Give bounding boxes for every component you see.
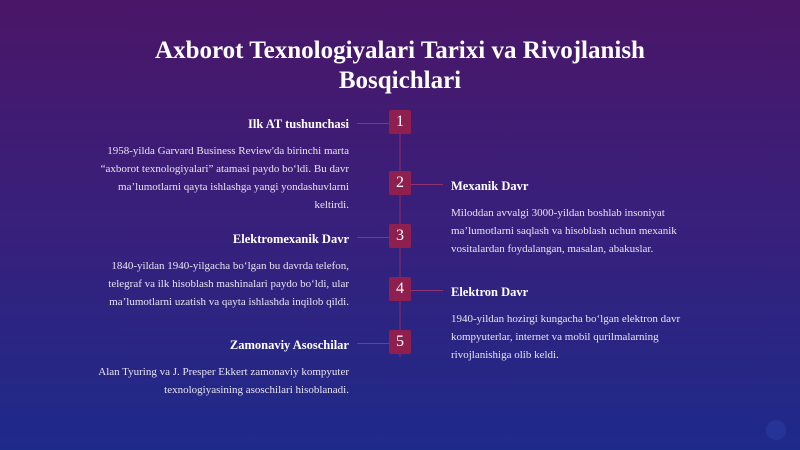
timeline-event-5 <box>89 337 349 399</box>
event-heading: Elektron Davr <box>451 285 529 299</box>
event-description: 1958-yilda Garvard Business Review'da birinchi marta “axborot texnologiyalari” atamasi paydo bo‘ldi. Bu davr ma’lumotlarni qayta ishlashga yangi yondashuvlarni keltirdi. <box>100 145 349 211</box>
event-heading: Ilk AT tushunchasi <box>248 117 349 131</box>
timeline-marker-3: 3 <box>389 224 411 248</box>
timeline-marker-4: 4 <box>389 277 411 301</box>
event-heading: Mexanik Davr <box>451 179 529 193</box>
event-description: 1840-yildan 1940-yilgacha bo‘lgan bu davrda telefon, telegraf va ilk hisoblash mashinalari paydo bo‘ldi, ular ma’lumotlarni uzatish va qayta ishlashda inqilob qildi. <box>108 260 349 308</box>
event-heading: Zamonaviy Asoschilar <box>229 338 349 352</box>
timeline-marker-5: 5 <box>389 330 411 354</box>
event-description: Alan Tyuring va J. Presper Ekkert zamonaviy kompyuter texnologiyasining asoschilari hisoblanadi. <box>98 366 349 396</box>
timeline-event-3 <box>89 231 349 311</box>
timeline-event-4 <box>451 284 711 364</box>
timeline-marker-1: 1 <box>389 110 411 134</box>
event-heading: Elektromexanik Davr <box>232 232 349 246</box>
connector-3 <box>357 237 389 238</box>
timeline-event-1 <box>89 116 349 214</box>
connector-2 <box>411 184 443 185</box>
timeline-marker-2: 2 <box>389 171 411 195</box>
corner-decoration <box>766 420 786 440</box>
connector-5 <box>357 343 389 344</box>
event-description: 1940-yildan hozirgi kungacha bo‘lgan elektron davr kompyuterlar, internet va mobil qurilmalarning rivojlanishiga olib keldi. <box>451 313 681 361</box>
connector-4 <box>411 290 443 291</box>
page-title: Axborot Texnologiyalari Tarixi va Rivojlanish Bosqichlari <box>155 37 645 94</box>
connector-1 <box>357 123 389 124</box>
timeline-event-2 <box>451 178 711 258</box>
event-description: Miloddan avvalgi 3000-yildan boshlab insoniyat ma’lumotlarni saqlash va hisoblash uchun mexanik vositalardan foydalangan, masalan, abakuslar. <box>451 207 677 255</box>
